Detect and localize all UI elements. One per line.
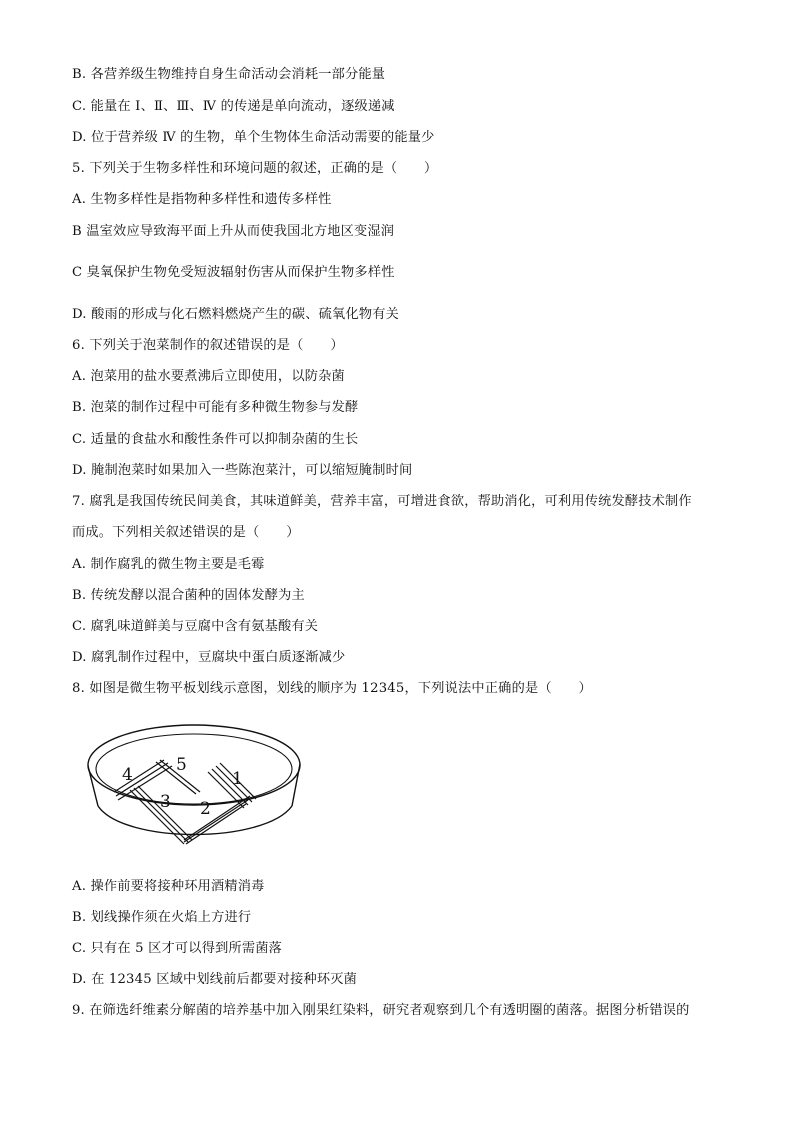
region-label-3: 3	[160, 792, 171, 812]
question-6-stem: 6. 下列关于泡菜制作的叙述错误的是（ ）	[72, 338, 344, 353]
petri-dish-diagram	[84, 714, 304, 854]
q6-option-a: A. 泡菜用的盐水要煮沸后立即使用，以防杂菌	[72, 369, 345, 384]
q7-option-a: A. 制作腐乳的微生物主要是毛霉	[72, 557, 265, 572]
streak-plate-figure	[84, 714, 304, 854]
q6-option-b: B. 泡菜的制作过程中可能有多种微生物参与发酵	[72, 400, 359, 415]
q8-option-a: A. 操作前要将接种环用酒精消毒	[72, 879, 265, 894]
q5-option-c: C 臭氧保护生物免受短波辐射伤害从而保护生物多样性	[72, 265, 395, 280]
q4-option-b: B. 各营养级生物维持自身生命活动会消耗一部分能量	[72, 67, 386, 82]
q7-option-c: C. 腐乳味道鲜美与豆腐中含有氨基酸有关	[72, 619, 319, 634]
question-5-stem: 5. 下列关于生物多样性和环境问题的叙述，正确的是（ ）	[72, 161, 438, 176]
q7-option-b: B. 传统发酵以混合菌种的固体发酵为主	[72, 588, 305, 603]
q8-option-b: B. 划线操作须在火焰上方进行	[72, 910, 252, 925]
q8-option-c: C. 只有在 5 区才可以得到所需菌落	[72, 941, 283, 956]
q7-option-d: D. 腐乳制作过程中，豆腐块中蛋白质逐渐减少	[72, 650, 346, 665]
q5-option-a: A. 生物多样性是指物种多样性和遗传多样性	[72, 192, 332, 207]
q6-option-d: D. 腌制泡菜时如果加入一些陈泡菜汁，可以缩短腌制时间	[72, 463, 413, 478]
region-label-2: 2	[200, 799, 211, 819]
region-label-1: 1	[232, 769, 243, 789]
q5-option-b: B 温室效应导致海平面上升从而使我国北方地区变湿润	[72, 224, 395, 239]
dish-base	[98, 806, 292, 835]
q4-option-c: C. 能量在 Ⅰ、Ⅱ、Ⅲ、Ⅳ 的传递是单向流动，逐级递减	[72, 99, 395, 114]
q4-option-d: D. 位于营养级 Ⅳ 的生物，单个生物体生命活动需要的能量少	[72, 130, 435, 145]
question-8-stem: 8. 如图是微生物平板划线示意图，划线的顺序为 12345，下列说法中正确的是（ ）	[72, 681, 592, 696]
question-7-stem-cont: 而成。下列相关叙述错误的是（ ）	[72, 525, 300, 540]
q8-option-d: D. 在 12345 区域中划线前后都要对接种环灭菌	[72, 972, 358, 987]
region-label-5: 5	[176, 755, 187, 775]
question-7-stem: 7. 腐乳是我国传统民间美食，其味道鲜美，营养丰富，可增进食欲，帮助消化，可利用传统发酵技术制作	[72, 494, 692, 509]
q6-option-c: C. 适量的食盐水和酸性条件可以抑制杂菌的生长	[72, 432, 359, 447]
q5-option-d: D. 酸雨的形成与化石燃料燃烧产生的碳、硫氧化物有关	[72, 307, 399, 322]
question-9-stem: 9. 在筛选纤维素分解菌的培养基中加入刚果红染料，研究者观察到几个有透明圈的菌落。据图分析错误的	[72, 1003, 690, 1018]
region-label-4: 4	[122, 765, 133, 785]
